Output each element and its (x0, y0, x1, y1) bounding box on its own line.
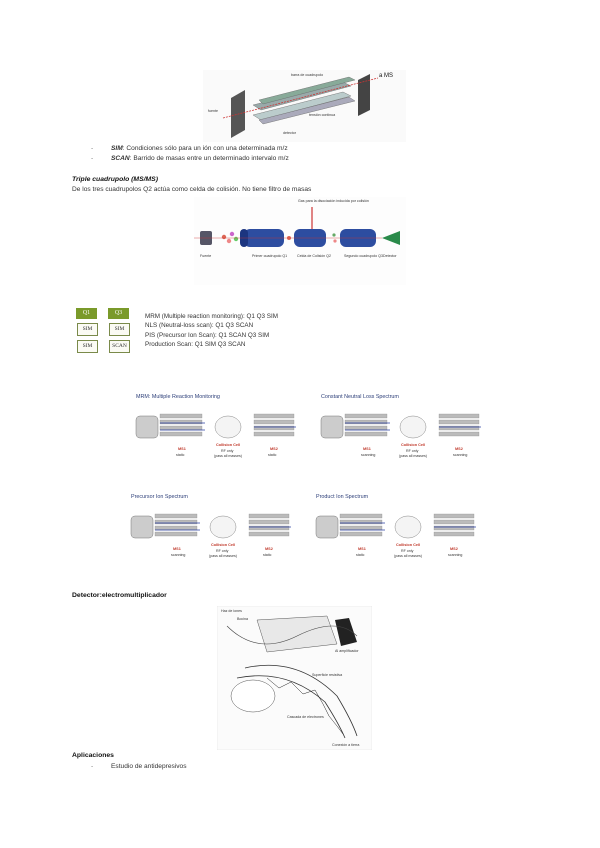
ms1-rod (340, 532, 382, 536)
cell-sub-label: RF only (401, 549, 414, 553)
surface-label: Superficie resistiva (312, 673, 343, 677)
mode-item: MRM (Multiple reaction monitoring): Q1 Q3 SIM (145, 313, 278, 320)
scan-modes-figure (120, 380, 490, 580)
ms1-rod (155, 520, 197, 524)
ms1-sub-label: scanning (361, 453, 376, 457)
panel-title: Product Ion Spectrum (316, 494, 369, 500)
q3-header: Q3 (108, 308, 129, 319)
ms1-label: MS1 (173, 547, 181, 551)
ms2-rod (434, 532, 474, 536)
ms2-rod (434, 514, 474, 518)
ms2-rod (439, 420, 479, 424)
cell-sub-label: (pass all masses) (214, 454, 242, 458)
q2-label: Celda de Colisión Q2 (297, 254, 331, 258)
ms2-rod (254, 420, 294, 424)
scan-text: : Barrido de masas entre un determinado intervalo m/z (129, 155, 289, 162)
ms2-rod (439, 426, 479, 430)
cascade-label: Cascada de electrones (287, 715, 324, 719)
ms2-rod (439, 432, 479, 436)
ms2-label: MS2 (455, 447, 463, 451)
dc-label: tensión continua (309, 113, 336, 117)
panel-title: Precursor Ion Spectrum (131, 494, 188, 500)
amp-label: Al amplificador (335, 649, 359, 653)
sim-bullet: - SIM: Condiciones sólo para un ión con una determinada m/z (91, 145, 288, 152)
cell-label: Collision Cell (211, 543, 236, 547)
ms2-label: MS2 (265, 547, 273, 551)
apps-heading: Aplicaciones (72, 752, 114, 759)
ms2-label: MS2 (450, 547, 458, 551)
scan-bullet: - SCAN: Barrido de masas entre un determinado intervalo m/z (91, 155, 289, 162)
apps-item: Estudio de antidepresivos (111, 763, 187, 770)
cell-sub-label: RF only (216, 549, 229, 553)
ms2-rod (249, 532, 289, 536)
ms2-rod (439, 414, 479, 418)
ms1-sub-label: static (176, 453, 185, 457)
cell-label: Collision Cell (216, 443, 241, 447)
sim-term: SIM (111, 145, 123, 152)
electron-multiplier-figure (217, 606, 372, 750)
ms2-rod (254, 432, 294, 436)
ms1-rod (340, 526, 382, 530)
apps-bullet: - Estudio de antidepresivos (91, 763, 187, 770)
detector-label-2: Detector (383, 254, 397, 258)
collision-cell (400, 416, 426, 438)
ms2-rod (249, 526, 289, 530)
ms1-rod (345, 432, 387, 436)
q1-label: Primer cuadrupolo Q1 (252, 254, 288, 258)
ms1-rod (340, 520, 382, 524)
cell-label: Collision Cell (401, 443, 426, 447)
ms2-sub-label: scanning (453, 453, 468, 457)
cell-sub-label: (pass all masses) (399, 454, 427, 458)
cone-label: Bocina (237, 617, 248, 621)
detector-heading: Detector:electromultiplicador (72, 592, 167, 599)
ms1-rod (340, 514, 382, 518)
ms2-rod (254, 414, 294, 418)
ms2-sub-label: static (268, 453, 277, 457)
ms1-rod (160, 426, 202, 430)
ms2-sub-label: scanning (448, 553, 463, 557)
cell-sub-label: RF only (221, 449, 234, 453)
q3-label: Segundo cuadrupolo Q3 (344, 254, 383, 258)
panel-title: MRM: Multiple Reaction Monitoring (136, 394, 220, 400)
table-cell: SIM (77, 340, 98, 353)
ms2-rod (249, 520, 289, 524)
collision-cell (210, 516, 236, 538)
scan-term: SCAN (111, 155, 130, 162)
source-cylinder (321, 416, 343, 438)
cell-label: Collision Cell (396, 543, 421, 547)
cell-sub-label: (pass all masses) (209, 554, 237, 558)
ms1-sub-label: scanning (171, 553, 186, 557)
cell-sub-label: (pass all masses) (394, 554, 422, 558)
ms1-rod (345, 426, 387, 430)
ms1-label: MS1 (178, 447, 186, 451)
mode-item: PIS (Precursor Ion Scan): Q1 SCAN Q3 SIM (145, 331, 270, 339)
conn-label: Conexión a tierra (332, 743, 360, 747)
ms1-rod (345, 414, 387, 418)
ms1-rod (155, 526, 197, 530)
mode-list (145, 312, 278, 349)
source-cylinder (316, 516, 338, 538)
ms1-rod (155, 514, 197, 518)
cell-sub-label: RF only (406, 449, 419, 453)
panel-title: Constant Neutral Loss Spectrum (321, 394, 399, 400)
mode-item: Production Scan: Q1 SIM Q3 SCAN (145, 340, 246, 348)
quadrupole-figure (203, 70, 406, 142)
ms1-label: MS1 (358, 547, 366, 551)
source-cylinder (136, 416, 158, 438)
sim-text: : Condiciones sólo para un ión con una determinada m/z (122, 145, 288, 152)
ms2-rod (254, 426, 294, 430)
ms1-rod (160, 414, 202, 418)
triple-heading: Triple cuadrupolo (MS/MS) (72, 176, 158, 183)
source-label: fuente (208, 109, 218, 113)
ms-label: a MS (379, 73, 394, 79)
detector-label: detector (283, 131, 296, 135)
source-label-2: Fuente (200, 254, 212, 258)
ms1-rod (160, 420, 202, 424)
ms2-rod (434, 520, 474, 524)
ms2-sub-label: static (263, 553, 272, 557)
table-cell: SIM (109, 323, 130, 336)
triple-quad-figure (194, 197, 406, 285)
table-cell: SCAN (109, 340, 130, 353)
table-cell: SIM (77, 323, 98, 336)
ms1-rod (160, 432, 202, 436)
ms1-rod (345, 420, 387, 424)
collision-cell (215, 416, 241, 438)
ms2-rod (434, 526, 474, 530)
ms2-label: MS2 (270, 447, 278, 451)
ms1-rod (155, 532, 197, 536)
collision-cell (395, 516, 421, 538)
gas-label: Gas para la disociación inducida por colisión (298, 199, 369, 203)
rod-label: barra de cuadrupolo (291, 73, 324, 77)
ms2-rod (249, 514, 289, 518)
q1-header: Q1 (76, 308, 97, 319)
source-cylinder (131, 516, 153, 538)
triple-description: De los tres cuadrupolos Q2 actúa como celda de colisión. No tiene filtro de masas (72, 186, 312, 193)
mode-item: NLS (Neutral-loss scan): Q1 Q3 SCAN (145, 322, 254, 330)
ms1-sub-label: static (356, 553, 365, 557)
ms1-label: MS1 (363, 447, 371, 451)
ions-label: Haz de iones (221, 609, 242, 613)
